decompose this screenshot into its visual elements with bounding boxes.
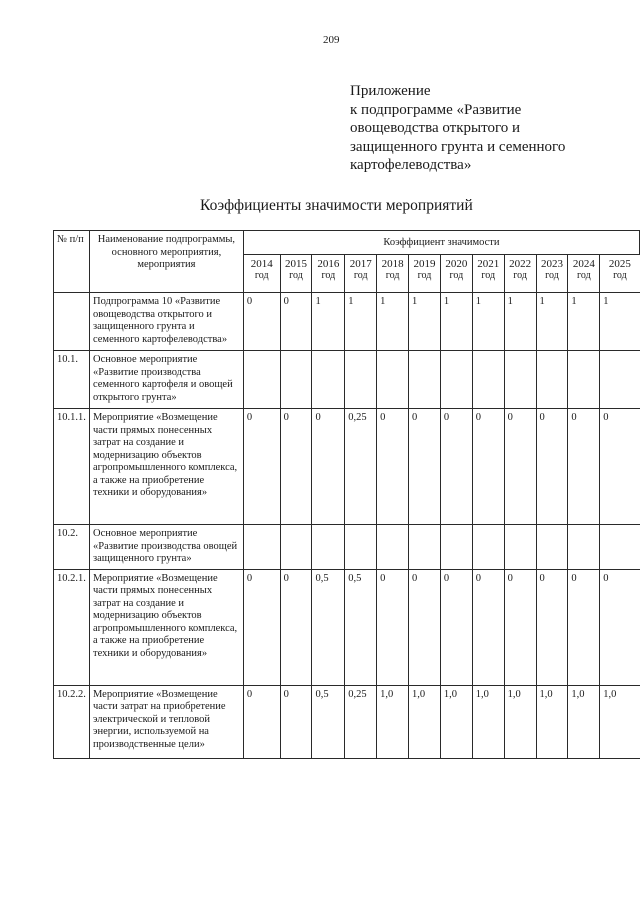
year-suffix: год (481, 270, 496, 281)
appendix-line: защищенного грунта и семенного (350, 138, 566, 155)
year-label: 2015 (285, 258, 307, 270)
table-row (54, 351, 640, 409)
year-label: 2020 (445, 258, 468, 270)
coef-value-2019 (409, 525, 441, 570)
coef-value-2024: 0 (568, 569, 600, 685)
appendix-note (350, 82, 565, 175)
coef-value-2018 (377, 351, 409, 409)
coef-value-2019: 0 (409, 409, 441, 525)
coef-value-2014: 0 (243, 293, 280, 351)
table-row (54, 525, 640, 570)
row-number: 10.2.2. (54, 685, 90, 758)
year-label: 2022 (509, 258, 532, 270)
header-year-2016 (312, 255, 345, 293)
coef-value-2015: 0 (280, 409, 312, 525)
coef-value-2022 (504, 351, 536, 409)
coef-value-2019: 1,0 (409, 685, 441, 758)
year-label: 2019 (413, 258, 436, 270)
table-row (54, 293, 640, 351)
header-year-2021 (472, 255, 504, 293)
coef-value-2021 (472, 525, 504, 570)
coef-value-2020: 0 (440, 409, 472, 525)
coef-value-2017: 0,25 (345, 409, 377, 525)
page-number: 209 (323, 34, 340, 46)
coef-value-2016 (312, 351, 345, 409)
header-num: № п/п (54, 231, 90, 293)
coef-value-2024: 1 (568, 293, 600, 351)
coef-value-2021: 1 (472, 293, 504, 351)
header-name: Наименование подпрограммы, основного мероприятия, мероприятия (89, 231, 243, 293)
coef-value-2018: 1,0 (377, 685, 409, 758)
coef-value-2020: 1 (440, 293, 472, 351)
coef-value-2025: 1,0 (600, 685, 640, 758)
year-label: 2025 (608, 258, 631, 270)
coef-value-2017 (345, 351, 377, 409)
row-number (54, 293, 90, 351)
appendix-line: Приложение (350, 83, 431, 99)
coefficients-table (53, 230, 640, 759)
header-coefficient: Коэффициент значимости (243, 231, 639, 255)
coef-value-2017: 0,25 (345, 685, 377, 758)
row-name: Мероприятие «Возмещение части прямых понесенных затрат на создание и модернизацию объектов агропромышленного комплекса, а также на приобретение техники и оборудования» (89, 409, 243, 525)
coef-value-2015 (280, 525, 312, 570)
year-suffix: год (254, 270, 269, 281)
coef-value-2025 (600, 525, 640, 570)
row-name: Мероприятие «Возмещение части прямых понесенных затрат на создание и модернизацию объектов агропромышленного комплекса, а также на приобретение техники и оборудования» (89, 569, 243, 685)
year-suffix: год (385, 270, 400, 281)
header-year-2019 (409, 255, 441, 293)
header-year-2025 (600, 255, 640, 293)
coef-value-2022: 1 (504, 293, 536, 351)
coef-value-2014: 0 (243, 569, 280, 685)
year-suffix: год (417, 270, 432, 281)
year-label: 2014 (250, 258, 273, 270)
coef-value-2018: 0 (377, 569, 409, 685)
row-number: 10.1. (54, 351, 90, 409)
coef-value-2022 (504, 525, 536, 570)
row-name: Основное мероприятие «Развитие производства семенного картофеля и овощей открытого грунта» (89, 351, 243, 409)
coef-value-2019: 1 (409, 293, 441, 351)
coef-value-2020: 1,0 (440, 685, 472, 758)
coef-value-2018: 1 (377, 293, 409, 351)
coef-value-2019 (409, 351, 441, 409)
year-suffix: год (449, 270, 464, 281)
appendix-line: картофелеводства» (350, 157, 472, 173)
coef-value-2016: 0,5 (312, 685, 345, 758)
coef-value-2019: 0 (409, 569, 441, 685)
row-number: 10.2.1. (54, 569, 90, 685)
coef-value-2024 (568, 525, 600, 570)
row-name: Мероприятие «Возмещение части затрат на приобретение электрической и тепловой энергии, используемой на производственные цели» (89, 685, 243, 758)
row-name: Основное мероприятие «Развитие производства овощей защищенного грунта» (89, 525, 243, 570)
year-suffix: год (545, 270, 559, 281)
coef-value-2017: 0,5 (345, 569, 377, 685)
coef-value-2025: 1 (600, 293, 640, 351)
coef-value-2015: 0 (280, 293, 312, 351)
coef-value-2016: 0,5 (312, 569, 345, 685)
header-year-2024 (568, 255, 600, 293)
year-label: 2016 (317, 258, 340, 270)
coef-value-2023 (536, 525, 568, 570)
coef-value-2023: 1 (536, 293, 568, 351)
header-year-2014 (243, 255, 280, 293)
coef-value-2014: 0 (243, 409, 280, 525)
coef-value-2015: 0 (280, 569, 312, 685)
coef-value-2020 (440, 351, 472, 409)
coef-value-2023: 1,0 (536, 685, 568, 758)
coef-value-2020 (440, 525, 472, 570)
year-label: 2023 (540, 258, 563, 270)
year-suffix: год (577, 270, 591, 281)
year-suffix: год (353, 270, 368, 281)
coef-value-2014 (243, 525, 280, 570)
year-label: 2017 (349, 258, 372, 270)
coef-value-2016: 1 (312, 293, 345, 351)
year-suffix: год (613, 270, 627, 281)
coef-value-2025: 0 (600, 569, 640, 685)
coef-value-2020: 0 (440, 569, 472, 685)
header-year-2018 (377, 255, 409, 293)
coef-value-2021: 1,0 (472, 685, 504, 758)
table-row (54, 685, 640, 758)
row-number: 10.2. (54, 525, 90, 570)
coef-value-2016: 0 (312, 409, 345, 525)
year-label: 2024 (572, 258, 595, 270)
document-title: Коэффициенты значимости мероприятий (200, 197, 473, 214)
table-row (54, 569, 640, 685)
coef-value-2022: 0 (504, 569, 536, 685)
coef-value-2018 (377, 525, 409, 570)
coef-value-2024 (568, 351, 600, 409)
coef-value-2021: 0 (472, 409, 504, 525)
coef-value-2025 (600, 351, 640, 409)
year-label: 2018 (381, 258, 404, 270)
header-year-2022 (504, 255, 536, 293)
header-year-2015 (280, 255, 312, 293)
year-suffix: год (289, 270, 303, 281)
header-year-2017 (345, 255, 377, 293)
year-suffix: год (513, 270, 527, 281)
coef-value-2014 (243, 351, 280, 409)
coef-value-2022: 0 (504, 409, 536, 525)
coef-value-2015 (280, 351, 312, 409)
coef-value-2015: 0 (280, 685, 312, 758)
coef-value-2017: 1 (345, 293, 377, 351)
coef-value-2021 (472, 351, 504, 409)
coef-value-2016 (312, 525, 345, 570)
coef-value-2022: 1,0 (504, 685, 536, 758)
header-year-2020 (440, 255, 472, 293)
appendix-line: овощеводства открытого и (350, 120, 521, 136)
coef-value-2024: 0 (568, 409, 600, 525)
appendix-line: к подпрограмме «Развитие (350, 101, 522, 118)
year-suffix: год (321, 270, 336, 281)
row-name: Подпрограмма 10 «Развитие овощеводства открытого и защищенного грунта и семенного картофелеводства» (89, 293, 243, 351)
year-label: 2021 (477, 258, 500, 270)
row-number: 10.1.1. (54, 409, 90, 525)
coef-value-2018: 0 (377, 409, 409, 525)
coef-value-2017 (345, 525, 377, 570)
table-row (54, 409, 640, 525)
coef-value-2014: 0 (243, 685, 280, 758)
coef-value-2025: 0 (600, 409, 640, 525)
coef-value-2024: 1,0 (568, 685, 600, 758)
coef-value-2023: 0 (536, 569, 568, 685)
header-year-2023 (536, 255, 568, 293)
coef-value-2023: 0 (536, 409, 568, 525)
coef-value-2023 (536, 351, 568, 409)
coef-value-2021: 0 (472, 569, 504, 685)
